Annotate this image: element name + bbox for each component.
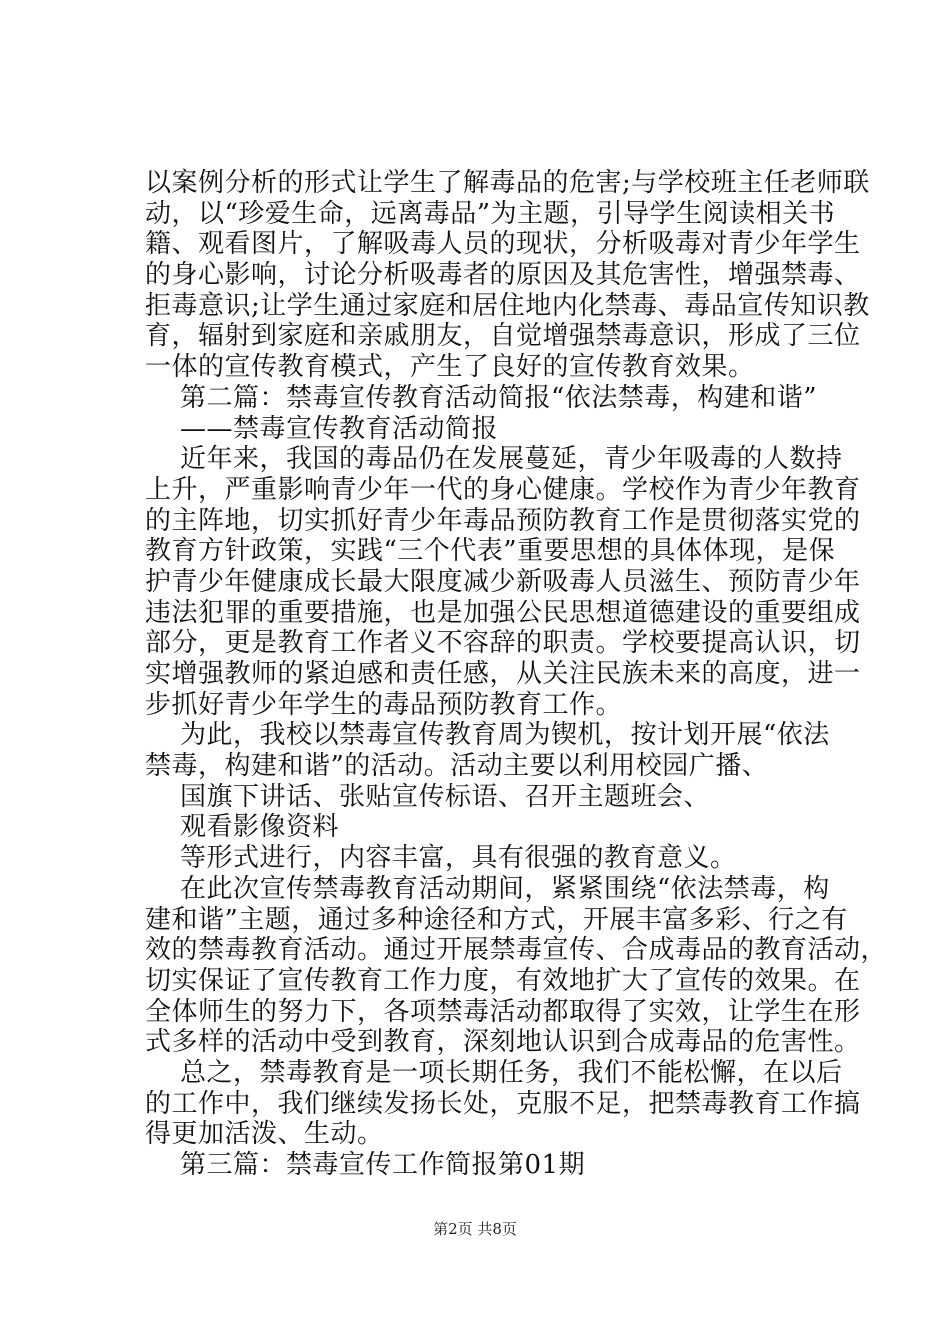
text-line: 建和谐”主题，通过多种途径和方式，开展丰富多彩、行之有 xyxy=(145,905,848,935)
text-line: 以案例分析的形式让学生了解毒品的危害;与学校班主任老师联 xyxy=(145,168,870,198)
text-line: 国旗下讲话、张贴宣传标语、召开主题班会、 xyxy=(180,782,711,812)
text-line: 步抓好青少年学生的毒品预防教育工作。 xyxy=(145,690,623,720)
text-line: 禁毒，构建和谐”的活动。活动主要以利用校园广播、 xyxy=(145,751,769,781)
text-line: 在此次宣传禁毒教育活动期间，紧紧围绕“依法禁毒，构 xyxy=(180,874,830,904)
text-line: 实增强教师的紧迫感和责任感，从关注民族未来的高度，进一 xyxy=(145,659,861,689)
text-line: 等形式进行，内容丰富，具有很强的教育意义。 xyxy=(180,843,737,873)
text-line: 效的禁毒教育活动。通过开展禁毒宣传、合成毒品的教育活动， xyxy=(145,935,888,965)
text-line: 全体师生的努力下，各项禁毒活动都取得了实效，让学生在形 xyxy=(145,997,861,1027)
text-line: 为此，我校以禁毒宣传教育周为锲机，按计划开展“依法 xyxy=(180,720,830,750)
text-line: 违法犯罪的重要措施，也是加强公民思想道德建设的重要组成 xyxy=(145,598,861,628)
text-line: 部分，更是教育工作者义不容辞的职责。学校要提高认识，切 xyxy=(145,628,861,658)
text-line: 的主阵地，切实抓好青少年毒品预防教育工作是贯彻落实党的 xyxy=(145,506,861,536)
section-heading: 第三篇：禁毒宣传工作简报第01期 xyxy=(180,1150,586,1180)
section-heading: 第二篇：禁毒宣传教育活动简报“依法禁毒，构建和谐” xyxy=(180,383,818,413)
text-line: 上升，严重影响青少年一代的身心健康。学校作为青少年教育 xyxy=(145,475,861,505)
text-line: 拒毒意识;让学生通过家庭和居住地内化禁毒、毒品宣传知识教 xyxy=(145,291,870,321)
text-line: 的身心影响，讨论分析吸毒者的原因及其危害性，增强禁毒、 xyxy=(145,260,861,290)
page-number-footer: 第2页 共8页 xyxy=(433,1220,517,1238)
text-line: 一体的宣传教育模式，产生了良好的宣传教育效果。 xyxy=(145,352,755,382)
text-line: 的工作中，我们继续发扬长处，克服不足，把禁毒教育工作搞 xyxy=(145,1089,861,1119)
text-line: 籍、观看图片，了解吸毒人员的现状，分析吸毒对青少年学生 xyxy=(145,229,861,259)
text-line: 得更加活泼、生动。 xyxy=(145,1119,384,1149)
text-line: 式多样的活动中受到教育，深刻地认识到合成毒品的危害性。 xyxy=(145,1027,861,1057)
text-line: 切实保证了宣传教育工作力度，有效地扩大了宣传的效果。在 xyxy=(145,966,861,996)
text-line: 观看影像资料 xyxy=(180,812,340,842)
section-subheading: ——禁毒宣传教育活动简报 xyxy=(180,414,499,444)
text-line: 教育方针政策，实践“三个代表”重要思想的具体体现，是保 xyxy=(145,536,836,566)
text-line: 近年来，我国的毒品仍在发展蔓延，青少年吸毒的人数持 xyxy=(180,444,843,474)
text-line: 动，以“珍爱生命，远离毒品”为主题，引导学生阅读相关书 xyxy=(145,199,836,229)
text-line: 育，辐射到家庭和亲戚朋友，自觉增强禁毒意识，形成了三位 xyxy=(145,321,861,351)
text-line: 总之，禁毒教育是一项长期任务，我们不能松懈，在以后 xyxy=(180,1058,843,1088)
text-line: 护青少年健康成长最大限度减少新吸毒人员滋生、预防青少年 xyxy=(145,567,861,597)
